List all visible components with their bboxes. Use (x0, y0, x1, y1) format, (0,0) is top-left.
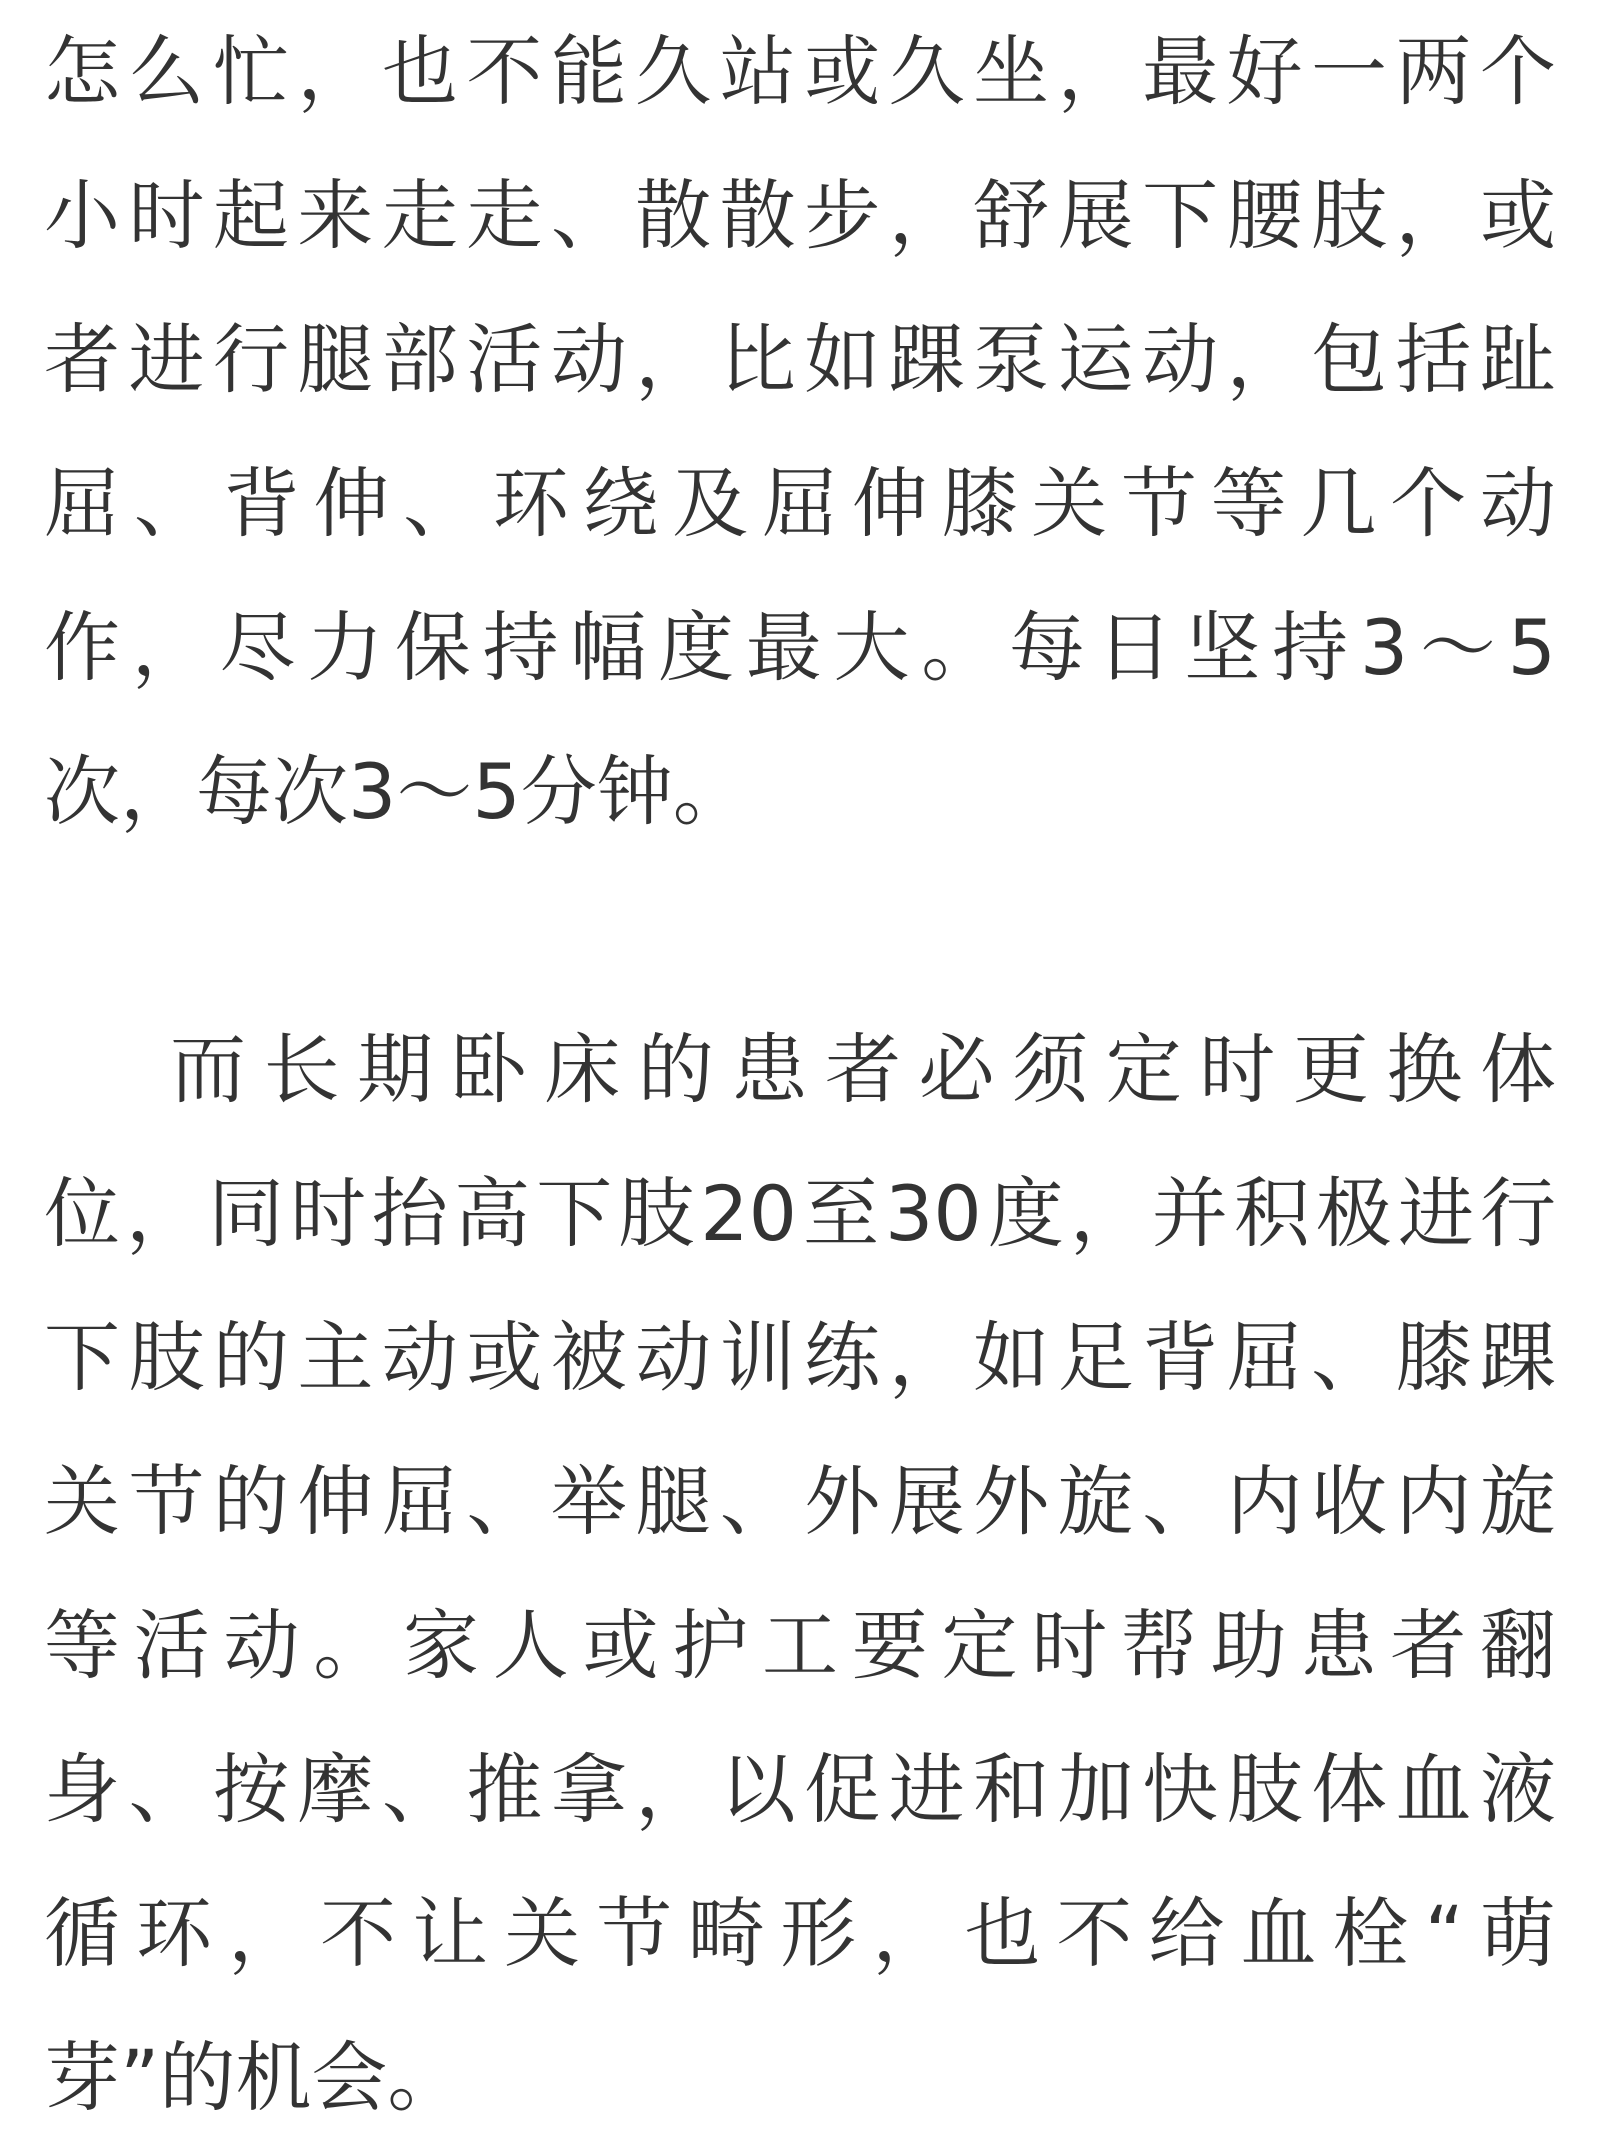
paragraph-2 (44, 998, 1556, 2150)
article-body (44, 0, 1556, 2150)
paragraph-1-line: 怎么忙，也不能久站或久坐，最好一两个 (44, 27, 1556, 116)
paragraph-2-line: 关节的伸屈、举腿、外展外旋、内收内旋 (44, 1457, 1556, 1546)
paragraph-2-line: 而长期卧床的患者必须定时更换体 (170, 1025, 1556, 1114)
paragraph-2-line: 芽”的机会。 (44, 2033, 464, 2122)
paragraph-2-line: 等活动。家人或护工要定时帮助患者翻 (44, 1601, 1556, 1690)
paragraph-2-line: 身、按摩、推拿，以促进和加快肢体血液 (44, 1745, 1556, 1834)
paragraph-1-line: 者进行腿部活动，比如踝泵运动，包括趾 (44, 315, 1556, 404)
paragraph-1 (44, 0, 1556, 864)
paragraph-1-line: 小时起来走走、散散步，舒展下腰肢，或 (44, 171, 1556, 260)
paragraph-spacer (44, 864, 1556, 998)
paragraph-2-line: 位，同时抬高下肢20至30度，并积极进行 (44, 1169, 1556, 1258)
paragraph-1-line: 作，尽力保持幅度最大。每日坚持3～5 (44, 603, 1556, 692)
paragraph-2-line: 下肢的主动或被动训练，如足背屈、膝踝 (44, 1313, 1556, 1402)
paragraph-1-line: 屈、背伸、环绕及屈伸膝关节等几个动 (44, 459, 1556, 548)
paragraph-1-line: 次，每次3～5分钟。 (44, 747, 749, 836)
paragraph-2-line: 循环，不让关节畸形，也不给血栓“萌 (44, 1889, 1556, 1978)
